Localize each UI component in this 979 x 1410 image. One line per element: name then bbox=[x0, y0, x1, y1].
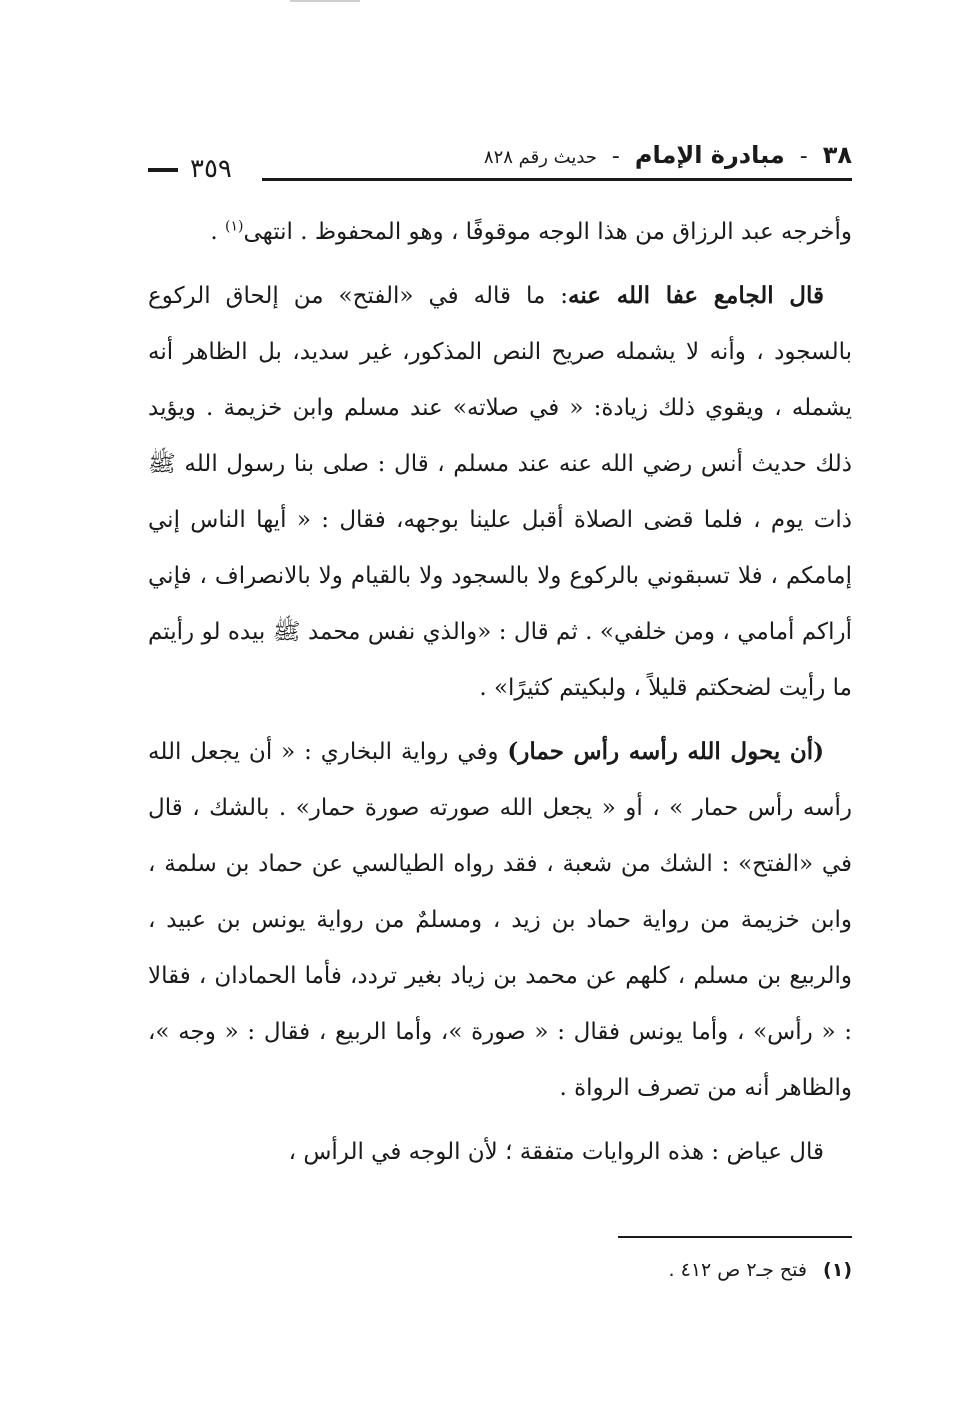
paragraph-3-heading: (أن يحول الله رأسه رأس حمار) bbox=[507, 738, 824, 765]
footnote-rule bbox=[618, 1236, 852, 1238]
paragraph-4 bbox=[148, 1124, 852, 1180]
page-number-rule bbox=[148, 168, 178, 172]
header-rule bbox=[262, 178, 852, 181]
page-header bbox=[148, 140, 852, 186]
chapter-number: ٣٨ bbox=[822, 141, 852, 169]
paragraph-1 bbox=[148, 204, 852, 260]
footnote-text: فتح جـ٢ ص ٤١٢ . bbox=[668, 1259, 807, 1281]
hadith-reference: حديث رقم ٨٢٨ bbox=[483, 147, 597, 168]
running-title bbox=[484, 140, 852, 173]
paragraph-4-text: قال عياض : هذه الروايات متفقة ؛ لأن الوجه في الرأس ، bbox=[288, 1139, 824, 1165]
page-number: ٣٥٩ bbox=[190, 154, 232, 184]
footnote-reference: (١) bbox=[224, 218, 244, 235]
paragraph-1-end: . bbox=[210, 219, 225, 245]
footnote bbox=[400, 1254, 852, 1286]
paragraph-2-text: : ما قاله في «الفتح» من إلحاق الركوع بالسجود ، وأنه لا يشمله صريح النص المذكور، غير سديد، بل الظاهر أنه يشمله ، ويقوي ذلك زيادة: « في صلاته» عند مسلم وابن خزيمة . ويؤيد ذلك حديث أنس رضي الله عنه عند مسلم ، قال : صلى بنا رسول الله ﷺ ذات يوم ، فلما قضى الصلاة أقبل علينا بوجهه، فقال : « أيها الناس إني إمامكم ، فلا تسبقوني بالركوع ولا بالسجود ولا بالقيام ولا بالانصراف ، فإني أراكم أمامي ، ومن خلفي» . ثم قال : «والذي نفس محمد ﷺ بيده لو رأيتم ما رأيت لضحكتم قليلاً ، ولبكيتم كثيرًا» . bbox=[148, 283, 852, 701]
title-separator-2: - bbox=[611, 144, 620, 169]
main-text bbox=[148, 204, 852, 1188]
paragraph-3-text: وفي رواية البخاري : « أن يجعل الله رأسه رأس حمار » ، أو « يجعل الله صورته صورة حمار» . بالشك ، قال في «الفتح» : الشك من شعبة ، فقد رواه الطيالسي عن حماد بن سلمة ، وابن خزيمة من رواية حماد بن زيد ، ومسلمٌ من رواية يونس بن عبيد ، والربيع بن مسلم ، كلهم عن محمد بن زياد بغير تردد، فأما الحمادان ، فقالا : « رأس» ، وأما يونس فقال : « صورة »، وأما الربيع ، فقال : « وجه »، والظاهر أنه من تصرف الرواة . bbox=[148, 739, 852, 1101]
scan-edge-mark bbox=[290, 0, 360, 2]
paragraph-1-text: وأخرجه عبد الرزاق من هذا الوجه موقوفًا ، وهو المحفوظ . انتهى bbox=[243, 219, 852, 245]
paragraph-2 bbox=[148, 268, 852, 716]
paragraph-2-heading: قال الجامع عفا الله عنه bbox=[568, 282, 824, 309]
paragraph-3 bbox=[148, 724, 852, 1116]
chapter-title: مبادرة الإمام bbox=[634, 141, 785, 169]
footnote-marker: (١) bbox=[823, 1259, 852, 1281]
title-separator: - bbox=[799, 144, 808, 169]
